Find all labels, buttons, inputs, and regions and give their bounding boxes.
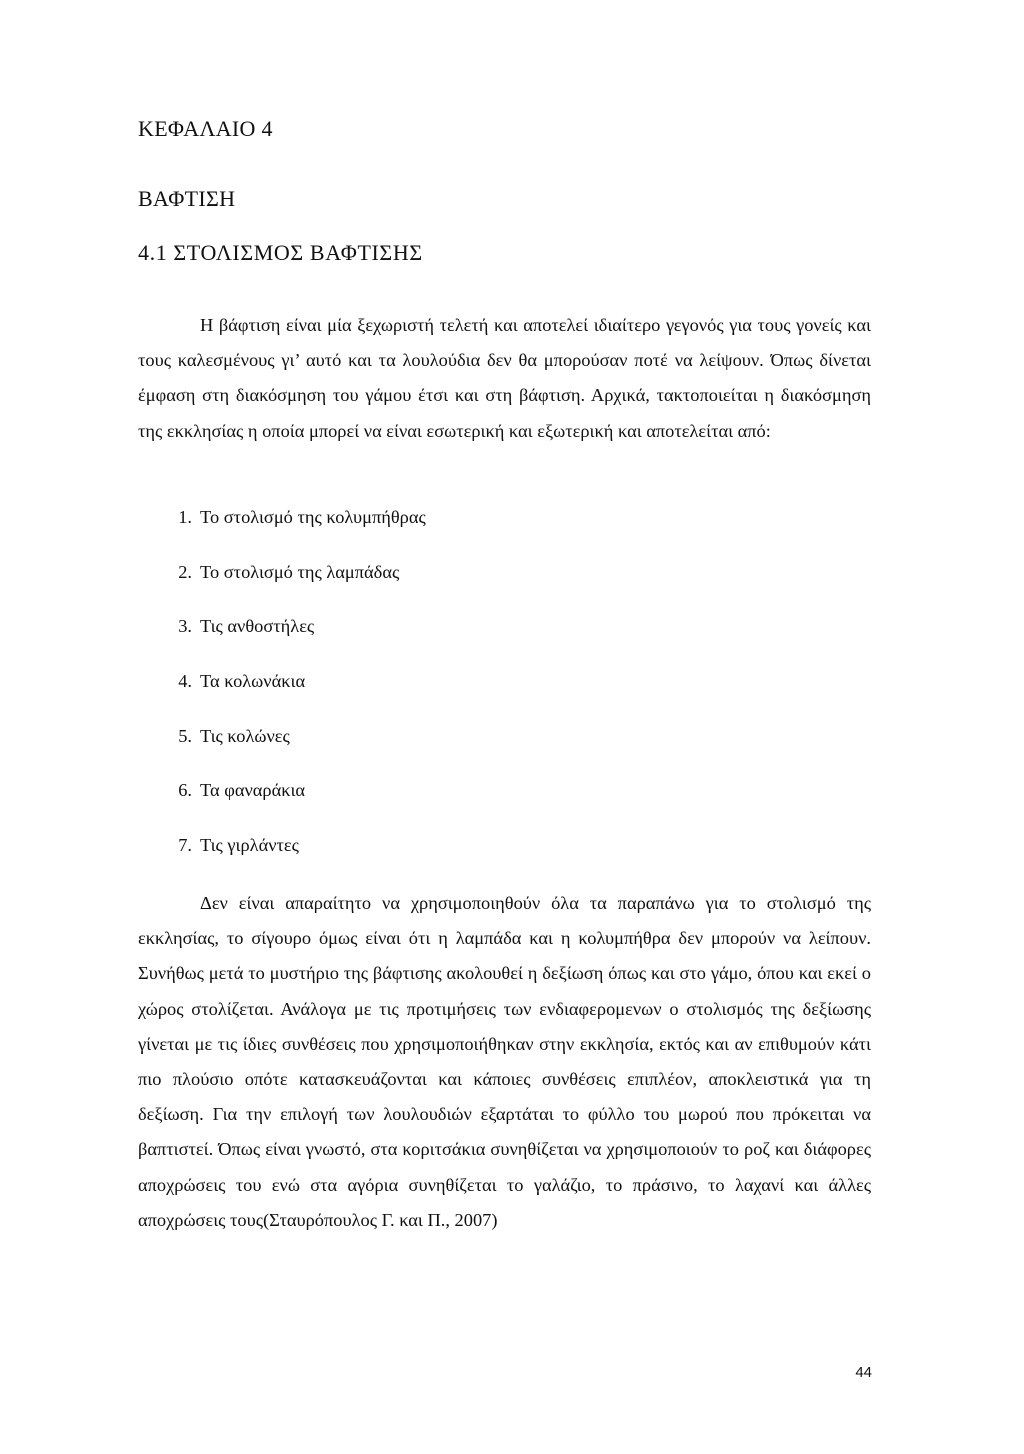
- intro-paragraph: Η βάφτιση είναι μία ξεχωριστή τελετή και αποτελεί ιδιαίτερο γεγονός για τους γονείς και τους καλεσμένους γι’ αυτό και τα λουλούδια δεν θα μπορούσαν ποτέ να λείψουν. Όπως δίνεται έμφαση στη διακόσμηση του γάμου έτσι και στη βάφτιση. Αρχικά, τακτοποιείται η διακόσμηση της εκκλησίας η οποία μπορεί να είναι εσωτερική και εξωτερική και αποτελείται από:: [138, 315, 871, 441]
- list-item: [138, 614, 426, 669]
- list-item: [138, 669, 426, 724]
- list-item-text: Τα φαναράκια: [200, 780, 306, 801]
- list-item-text: Τα κολωνάκια: [200, 671, 306, 692]
- list-item-number: 2.: [178, 561, 192, 582]
- list-item-text: Το στολισμό της κολυμπήθρας: [200, 507, 426, 527]
- list-item-number: 7.: [178, 835, 192, 856]
- list-item: [138, 833, 426, 888]
- list-item-number: 1.: [178, 507, 192, 527]
- body-paragraph: Δεν είναι απαραίτητο να χρησιμοποιηθούν όλα τα παραπάνω για το στολισμό της εκκλησίας, το σίγουρο όμως είναι ότι η λαμπάδα και η κολυμπήθρα δεν μπορούν να λείπουν. Συνήθως μετά το μυστήριο της βάφτισης ακολουθεί η δεξίωση όπως και στο γάμο, όπου και εκεί ο χώρος στολίζεται. Ανάλογα με τις προτιμήσεις των ενδιαφερομενων ο στολισμός της δεξίωσης γίνεται με τις ίδιες συνθέσεις που χρησιμοποιήθηκαν στην εκκλησία, εκτός και αν επιθυμούν κάτι πιο πλούσιο οπότε κατασκευάζονται και κάποιες συνθέσεις επιπλέον, αποκλειστικά για τη δεξίωση. Για την επιλογή των λουλουδιών εξαρτάται το φύλλο του μωρού που πρόκειται να βαπτιστεί. Όπως είναι γνωστό, στα κοριτσάκια συνηθίζεται να χρησιμοποιούν το ροζ και διάφορες αποχρώσεις του ενώ στα αγόρια συνηθίζεται το γαλάζιο, το πράσινο, το λαχανί και άλλες αποχρώσεις τους(Σταυρόπουλος Γ. και Π., 2007): [138, 893, 871, 1230]
- list-item: [138, 560, 426, 615]
- chapter-title: ΚΕΦΑΛΑΙΟ 4: [138, 116, 273, 141]
- list-item-number: 3.: [178, 616, 192, 637]
- list-item-number: 4.: [178, 671, 192, 692]
- decoration-list: [138, 505, 426, 888]
- section-title: ΒΑΦΤΙΣΗ: [138, 186, 236, 211]
- list-item-text: Τις κολώνες: [200, 725, 290, 746]
- page-number: 44: [855, 1364, 872, 1381]
- list-item-text: Το στολισμό της λαμπάδας: [200, 561, 400, 582]
- list-item-text: Τις γιρλάντες: [200, 835, 299, 856]
- list-item: [138, 724, 426, 779]
- list-item: [138, 778, 426, 833]
- list-item-number: 6.: [178, 780, 192, 801]
- list-item-number: 5.: [178, 725, 192, 746]
- list-item-text: Τις ανθοστήλες: [200, 616, 315, 637]
- subsection-title: 4.1 ΣΤΟΛΙΣΜΟΣ ΒΑΦΤΙΣΗΣ: [138, 240, 423, 265]
- list-item: [138, 505, 426, 560]
